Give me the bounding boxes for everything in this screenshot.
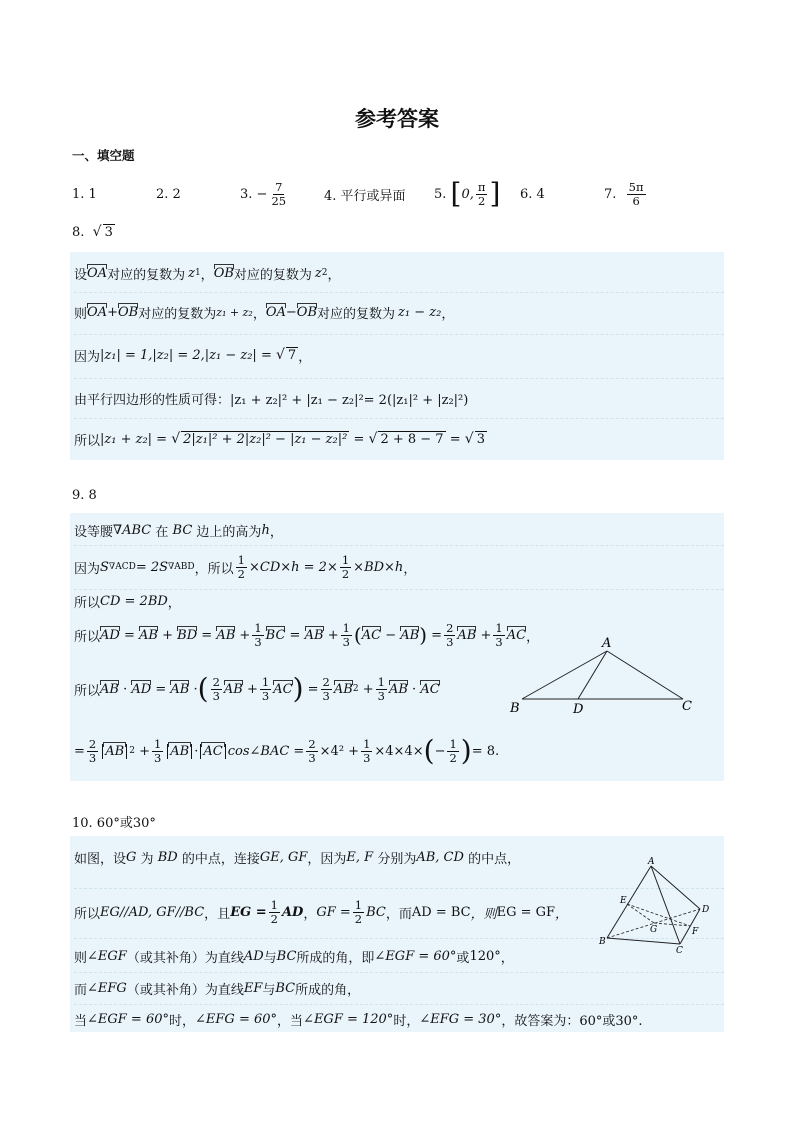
q10-line-1: 如图，设 G 为 BD 的中点，连接 GE, GF ，因为 E, F 分别为 AB, CD 的中点， — [74, 849, 521, 867]
q8-line-3: 因为 |z₁| = 1,|z₂| = 2,|z₁ − z₂| = √ 7 ， — [74, 334, 724, 375]
label-f: F — [692, 927, 699, 937]
answer-3: 3. − $\frac{7}{25}$ — [240, 179, 287, 208]
q8-line-5: 所以 |z₁ + z₂| = √ 2|z₁|² + 2|z₂|² − |z₁ − z₂|² = √ 2 + 8 − 7 = √ 3 — [74, 418, 724, 459]
answer-5: 5. [ 0, $\frac{\pi}{2}$ ] — [434, 177, 501, 210]
answer-4: 4. 平行或异面 — [324, 188, 406, 204]
q10-line-3: 则 ∠EGF （或其补角）为直线 AD 与 BC 所成的角，即 ∠EGF = 60° 或 120° ， — [74, 938, 724, 973]
segment-ad — [578, 651, 607, 699]
label-d: D — [573, 702, 584, 717]
fraction: $\frac{5\pi}{6}$ — [628, 179, 644, 208]
q10-line-2: 所以 EG//AD, GF//BC ，且 EG = $\frac{1}{2}$ AD ， GF = $\frac{1}{2}$ BC ，而 AD = BC ，则 EG = GF ， — [74, 888, 724, 935]
q8-line-2: 则 OA + OB 对应的复数为 z₁ + z₂ ， OA − OB 对应的复数为 z₁ − z₂ ， — [74, 292, 724, 331]
q9-line-1: 设等腰 ∇ABC 在 BC 边上的高为 h ， — [74, 522, 283, 540]
q10-line-4: 而 ∠EFG （或其补角）为直线 EF 与 BC 所成的角， — [74, 972, 724, 1003]
label-e: E — [620, 896, 627, 906]
q9-line-6: = $\frac{2}{3}$ AB 2 + $\frac{1}{3}$ AB · AC cos∠BAC = $\frac{2}{3}$ ×4² + $\frac{1}{3}$ ×4×4× ( − $\frac{1}{2}$ ) = 8. — [74, 734, 500, 767]
segment-ab — [522, 651, 607, 699]
question-10-head: 10. 60°或30° — [72, 816, 156, 831]
label-a: A — [648, 857, 655, 867]
q9-line-5: 所以 AB · AD = AB · ( $\frac{2}{3}$ AB + $\frac{1}{3}$ AC ) = $\frac{2}{3}$ AB 2 + $\frac{1}{3}$ AB · AC — [74, 672, 440, 705]
answer-1: 1. 1 — [72, 186, 97, 202]
q8-line-1: 设 OA 对应的复数为 z 1 ， OB 对应的复数为 z 2 ， — [74, 265, 341, 283]
edge-bc — [607, 938, 680, 944]
answer-7: 7. $\frac{5\pi}{6}$ — [604, 179, 644, 208]
page-title: 参考答案 — [355, 107, 439, 131]
q10-line-5: 当 ∠EGF = 60° 时， ∠EFG = 60° ，当 ∠EGF = 120° 时， ∠EFG = 30° ，故答案为：60°或30°. — [74, 1004, 724, 1033]
segment-eg — [627, 904, 654, 923]
label-d: D — [702, 905, 710, 915]
label-c: C — [676, 946, 683, 954]
question-9-head: 9. 8 — [72, 488, 97, 503]
triangle-abc-figure — [505, 632, 705, 717]
section-heading-fill-in-blank: 一、填空题 — [72, 148, 135, 163]
label-a: A — [602, 636, 612, 651]
fraction: $\frac{\pi}{2}$ — [477, 179, 486, 208]
q9-line-3: 所以 CD = 2BD ， — [74, 589, 724, 612]
label-c: C — [682, 699, 692, 714]
q9-line-2: 因为 S ∇ACD = 2S ∇ABD ，所以 $\frac{1}{2}$ ×CD×h = 2× $\frac{1}{2}$ ×BD×h ， — [74, 545, 724, 588]
answer-2: 2. 2 — [156, 186, 181, 202]
fraction: $\frac{7}{25}$ — [271, 179, 287, 208]
q9-line-4: 所以 AD = AB + BD = AB + $\frac{1}{3}$ BC = AB + $\frac{1}{3}$ ( AC − AB ) = $\frac{2}{3}$ AB + $\frac{1}{3}$ AC ， — [74, 620, 540, 649]
edge-ad — [651, 866, 700, 909]
segment-ac — [607, 651, 683, 699]
label-g: G — [650, 925, 658, 935]
label-b: B — [599, 937, 606, 947]
question-8-solution — [70, 252, 724, 460]
tetrahedron-figure — [596, 854, 720, 954]
question-8-head: 8. √ 3 — [72, 224, 113, 240]
q8-line-4: 由平行四边形的性质可得：|z₁ + z₂|² + |z₁ − z₂|²= 2(|z₁|² + |z₂|²) — [74, 378, 724, 417]
answers-row — [72, 174, 752, 214]
label-b: B — [510, 701, 520, 716]
edge-ab — [607, 866, 651, 938]
answer-6: 6. 4 — [520, 186, 545, 202]
